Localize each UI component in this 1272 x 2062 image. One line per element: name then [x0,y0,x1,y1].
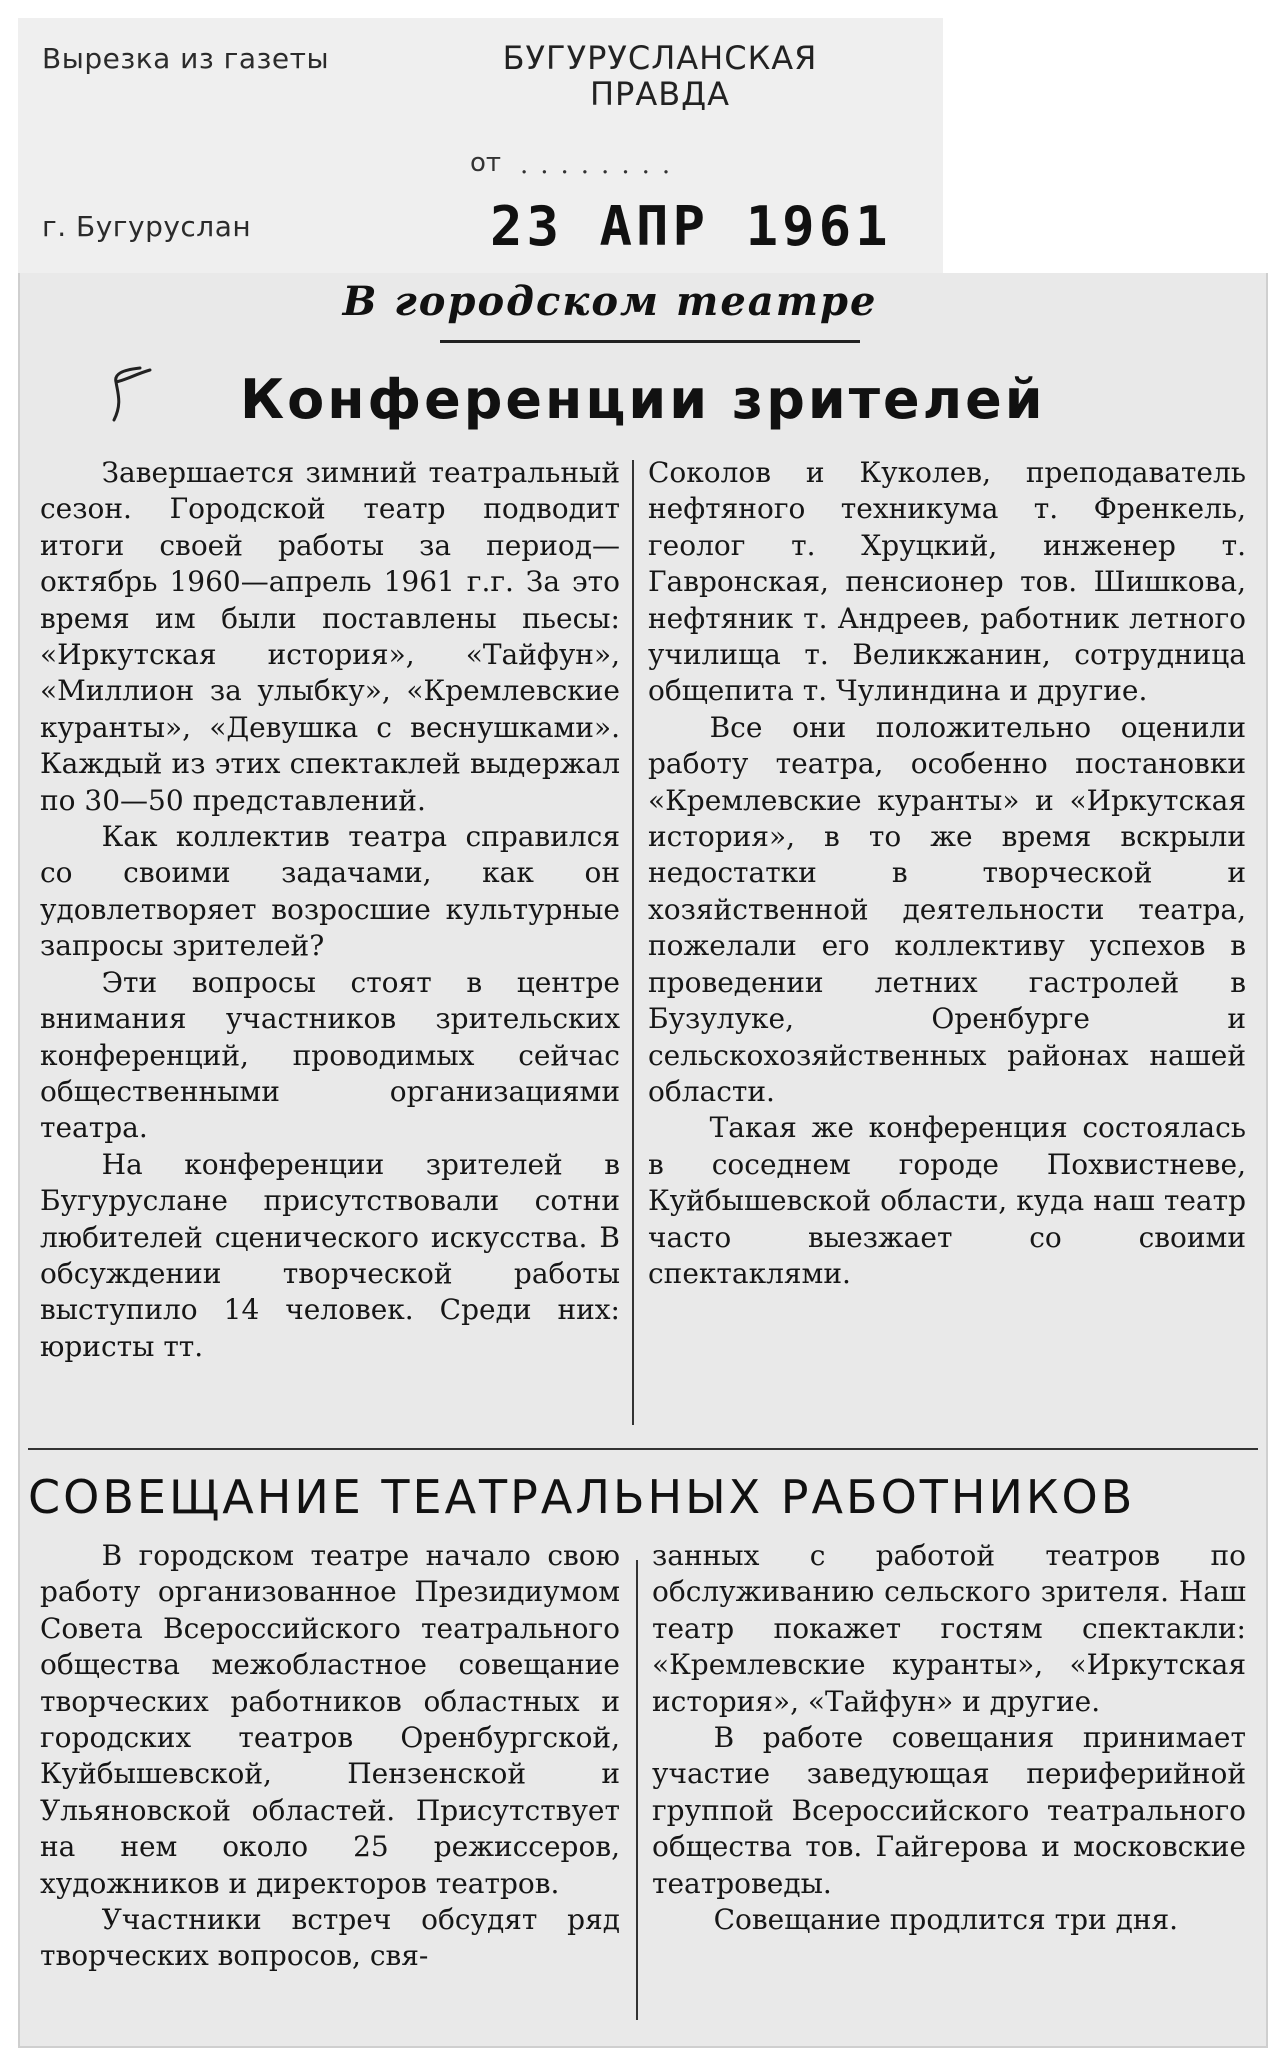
city-label: г. Бугуруслан [42,210,252,243]
article1-column1 [40,455,620,1365]
rubric-heading: В городском театре [342,278,878,325]
paragraph: На конференции зрителей в Бугуруслане присутствовали сотни любителей сценического искусства. В обсуждении творческой работы выступило 14 человек. Среди них: юристы тт. [40,1147,620,1363]
article1-column2 [648,455,1246,1292]
rubric-underline [440,340,860,343]
article2-column2 [652,1538,1246,1938]
article2-column1 [40,1538,620,1975]
paragraph: В работе совещания принимает участие заведующая периферийной группой Всероссийского театрального общества тов. Гайгерова и московские театроведы. [652,1721,1246,1900]
column-divider [632,460,634,1425]
paragraph: Совещание продлится три дня. [713,1903,1179,1937]
paragraph: занных с работой театров по обслуживанию сельского зрителя. Наш театр покажет гостям спектакли: «Кремлевские куранты», «Иркутская история», «Тайфун» и другие. [652,1539,1246,1718]
section-divider [28,1448,1258,1450]
paragraph: Эти вопросы стоят в центре внимания участников зрительских конференций, проводимых сейчас общественными организациями театра. [40,965,620,1145]
clipping-label: Вырезка из газеты [42,42,330,75]
handwritten-mark-icon [92,360,162,430]
paragraph: Такая же конференция состоялась в соседнем городе Похвистневе, Куйбышевской области, куда наш театр часто выезжает со своими спектаклями. [648,1111,1246,1290]
newspaper-name-line1: БУГУРУСЛАНСКАЯ [502,39,818,77]
article2-title: СОВЕЩАНИЕ ТЕАТРАЛЬНЫХ РАБОТНИКОВ [28,1470,1136,1524]
paragraph: Соколов и Куколев, преподаватель нефтяного техникума т. Френкель, геолог т. Хруцкий, инженер т. Гавронская, пенсионер тов. Шишкова, нефтяник т. Андреев, работник летного училища т. Великжанин, сотрудница общепита т. Чулиндина и другие. [648,456,1246,708]
date-dots: ........ [520,150,683,180]
newspaper-name-line2: ПРАВДА [589,75,731,113]
article1-title: Конференции зрителей [240,368,1046,431]
cut-corner [943,18,1268,273]
paragraph: Все они положительно оценили работу театра, особенно постановки «Кремлевские куранты» и «Иркутская история», в то же время вскрыли недостатки в творческой и хозяйственной деятельности театра, пожелали его коллективу успехов в проведении летних гастролей в Бузулуке, Оренбурге и сельскохозяйственных районах нашей области. [648,710,1246,1108]
paragraph: Как коллектив театра справился со своими задачами, как он удовлетворяет возросшие культурные запросы зрителей? [40,820,620,963]
newspaper-name [470,40,850,112]
paragraph: Участники встреч обсудят ряд творческих вопросов, свя- [40,1903,620,1973]
date-prefix: от [470,148,502,178]
column-divider [636,1560,638,2020]
date-stamp: 23 АПР 1961 [490,195,892,258]
paragraph: Завершается зимний театральный сезон. Городской театр подводит итоги своей работы за период—октябрь 1960—апрель 1961 г.г. За это время им были поставлены пьесы: «Иркутская история», «Тайфун», «Миллион за улыбку», «Кремлевские куранты», «Девушка с веснушками». Каждый из этих спектаклей выдержал по 30—50 представлений. [40,456,620,817]
paragraph: В городском театре начало свою работу организованное Президиумом Совета Всероссийского театрального общества межобластное совещание творческих работников областных и городских театров Оренбургской, Куйбышевской, Пензенской и Ульяновской областей. Присутствует на нем около 25 режиссеров, художников и директоров театров. [40,1539,620,1900]
